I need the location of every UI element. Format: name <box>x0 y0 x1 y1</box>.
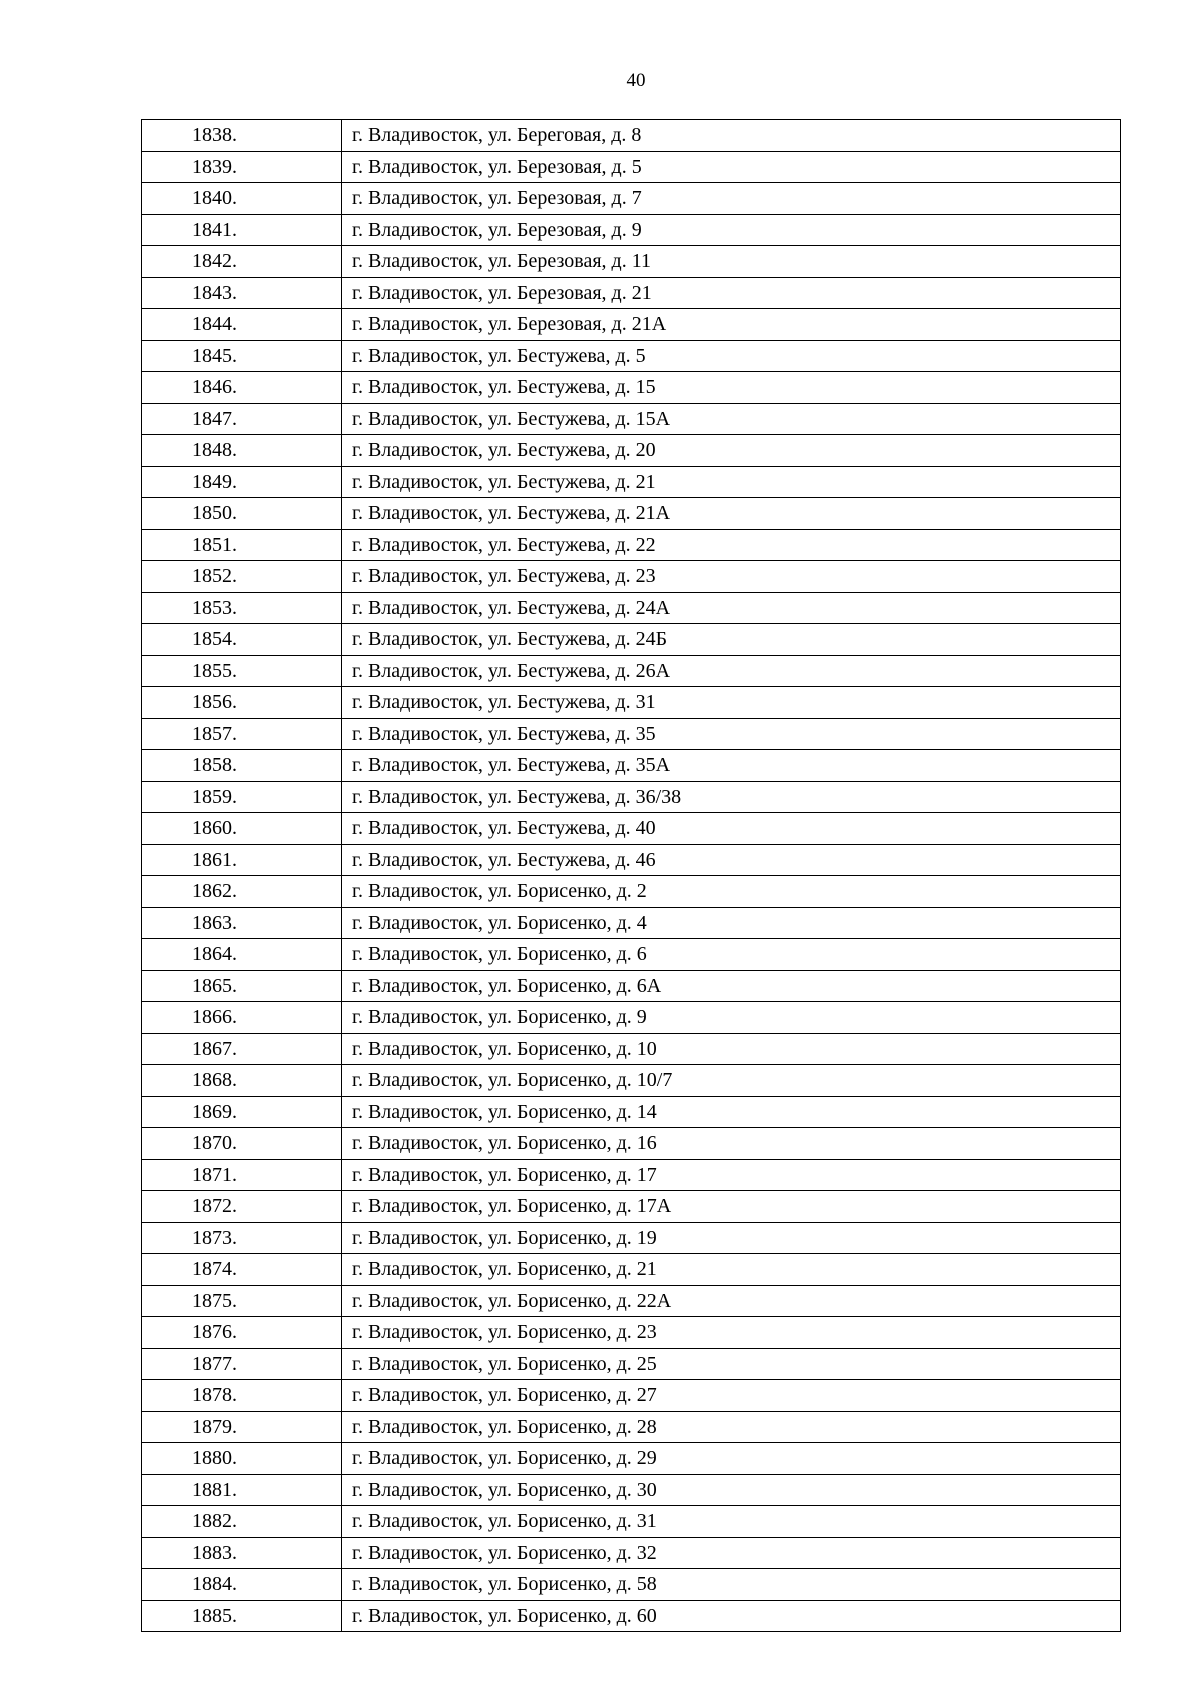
table-row <box>142 655 1121 687</box>
row-number-cell: 1874. <box>142 1254 342 1286</box>
table-row <box>142 1065 1121 1097</box>
row-number-cell: 1850. <box>142 498 342 530</box>
address-cell: г. Владивосток, ул. Бестужева, д. 15А <box>342 403 1121 435</box>
row-number-cell: 1885. <box>142 1600 342 1632</box>
address-cell: г. Владивосток, ул. Борисенко, д. 60 <box>342 1600 1121 1632</box>
address-cell: г. Владивосток, ул. Бестужева, д. 21 <box>342 466 1121 498</box>
row-number-cell: 1844. <box>142 309 342 341</box>
table-row <box>142 750 1121 782</box>
address-cell: г. Владивосток, ул. Борисенко, д. 9 <box>342 1002 1121 1034</box>
address-cell: г. Владивосток, ул. Борисенко, д. 32 <box>342 1537 1121 1569</box>
address-cell: г. Владивосток, ул. Березовая, д. 21 <box>342 277 1121 309</box>
row-number-cell: 1861. <box>142 844 342 876</box>
row-number-cell: 1880. <box>142 1443 342 1475</box>
address-cell: г. Владивосток, ул. Березовая, д. 5 <box>342 151 1121 183</box>
table-row <box>142 340 1121 372</box>
row-number-cell: 1843. <box>142 277 342 309</box>
row-number-cell: 1882. <box>142 1506 342 1538</box>
address-cell: г. Владивосток, ул. Бестужева, д. 35А <box>342 750 1121 782</box>
address-cell: г. Владивосток, ул. Борисенко, д. 28 <box>342 1411 1121 1443</box>
address-cell: г. Владивосток, ул. Борисенко, д. 17 <box>342 1159 1121 1191</box>
address-cell: г. Владивосток, ул. Борисенко, д. 27 <box>342 1380 1121 1412</box>
table-row <box>142 1537 1121 1569</box>
table-row <box>142 277 1121 309</box>
address-cell: г. Владивосток, ул. Борисенко, д. 4 <box>342 907 1121 939</box>
table-row <box>142 844 1121 876</box>
table-row <box>142 1128 1121 1160</box>
address-cell: г. Владивосток, ул. Бестужева, д. 23 <box>342 561 1121 593</box>
address-cell: г. Владивосток, ул. Березовая, д. 7 <box>342 183 1121 215</box>
address-cell: г. Владивосток, ул. Борисенко, д. 25 <box>342 1348 1121 1380</box>
row-number-cell: 1883. <box>142 1537 342 1569</box>
table-row <box>142 687 1121 719</box>
address-cell: г. Владивосток, ул. Борисенко, д. 6 <box>342 939 1121 971</box>
row-number-cell: 1884. <box>142 1569 342 1601</box>
table-row <box>142 1474 1121 1506</box>
address-cell: г. Владивосток, ул. Борисенко, д. 2 <box>342 876 1121 908</box>
row-number-cell: 1875. <box>142 1285 342 1317</box>
address-cell: г. Владивосток, ул. Бестужева, д. 22 <box>342 529 1121 561</box>
row-number-cell: 1869. <box>142 1096 342 1128</box>
table-row <box>142 372 1121 404</box>
address-cell: г. Владивосток, ул. Березовая, д. 11 <box>342 246 1121 278</box>
row-number-cell: 1859. <box>142 781 342 813</box>
table-row <box>142 246 1121 278</box>
address-cell: г. Владивосток, ул. Борисенко, д. 10 <box>342 1033 1121 1065</box>
table-row <box>142 1569 1121 1601</box>
row-number-cell: 1845. <box>142 340 342 372</box>
row-number-cell: 1864. <box>142 939 342 971</box>
address-table-body <box>142 120 1121 1632</box>
address-cell: г. Владивосток, ул. Береговая, д. 8 <box>342 120 1121 152</box>
address-cell: г. Владивосток, ул. Борисенко, д. 6А <box>342 970 1121 1002</box>
address-cell: г. Владивосток, ул. Бестужева, д. 24А <box>342 592 1121 624</box>
row-number-cell: 1839. <box>142 151 342 183</box>
address-cell: г. Владивосток, ул. Борисенко, д. 22А <box>342 1285 1121 1317</box>
table-row <box>142 498 1121 530</box>
address-cell: г. Владивосток, ул. Бестужева, д. 20 <box>342 435 1121 467</box>
row-number-cell: 1852. <box>142 561 342 593</box>
row-number-cell: 1866. <box>142 1002 342 1034</box>
table-row <box>142 970 1121 1002</box>
table-row <box>142 214 1121 246</box>
row-number-cell: 1849. <box>142 466 342 498</box>
address-cell: г. Владивосток, ул. Бестужева, д. 35 <box>342 718 1121 750</box>
address-cell: г. Владивосток, ул. Бестужева, д. 5 <box>342 340 1121 372</box>
row-number-cell: 1879. <box>142 1411 342 1443</box>
address-cell: г. Владивосток, ул. Борисенко, д. 30 <box>342 1474 1121 1506</box>
row-number-cell: 1846. <box>142 372 342 404</box>
row-number-cell: 1870. <box>142 1128 342 1160</box>
address-cell: г. Владивосток, ул. Борисенко, д. 29 <box>342 1443 1121 1475</box>
table-row <box>142 781 1121 813</box>
address-cell: г. Владивосток, ул. Борисенко, д. 16 <box>342 1128 1121 1160</box>
table-row <box>142 403 1121 435</box>
table-row <box>142 1380 1121 1412</box>
address-cell: г. Владивосток, ул. Бестужева, д. 26А <box>342 655 1121 687</box>
table-row <box>142 561 1121 593</box>
table-row <box>142 1254 1121 1286</box>
address-cell: г. Владивосток, ул. Борисенко, д. 58 <box>342 1569 1121 1601</box>
address-cell: г. Владивосток, ул. Борисенко, д. 17А <box>342 1191 1121 1223</box>
address-cell: г. Владивосток, ул. Березовая, д. 21А <box>342 309 1121 341</box>
table-row <box>142 624 1121 656</box>
table-row <box>142 1096 1121 1128</box>
row-number-cell: 1873. <box>142 1222 342 1254</box>
row-number-cell: 1878. <box>142 1380 342 1412</box>
address-cell: г. Владивосток, ул. Бестужева, д. 36/38 <box>342 781 1121 813</box>
address-table <box>141 119 1121 1632</box>
table-row <box>142 529 1121 561</box>
row-number-cell: 1877. <box>142 1348 342 1380</box>
table-row <box>142 1002 1121 1034</box>
page-number: 40 <box>626 70 646 91</box>
row-number-cell: 1876. <box>142 1317 342 1349</box>
address-cell: г. Владивосток, ул. Борисенко, д. 14 <box>342 1096 1121 1128</box>
address-cell: г. Владивосток, ул. Бестужева, д. 46 <box>342 844 1121 876</box>
row-number-cell: 1871. <box>142 1159 342 1191</box>
row-number-cell: 1856. <box>142 687 342 719</box>
row-number-cell: 1848. <box>142 435 342 467</box>
row-number-cell: 1858. <box>142 750 342 782</box>
table-row <box>142 1348 1121 1380</box>
row-number-cell: 1847. <box>142 403 342 435</box>
row-number-cell: 1841. <box>142 214 342 246</box>
address-cell: г. Владивосток, ул. Бестужева, д. 15 <box>342 372 1121 404</box>
table-row <box>142 1033 1121 1065</box>
address-cell: г. Владивосток, ул. Бестужева, д. 24Б <box>342 624 1121 656</box>
table-row <box>142 1443 1121 1475</box>
row-number-cell: 1881. <box>142 1474 342 1506</box>
table-row <box>142 435 1121 467</box>
table-row <box>142 1600 1121 1632</box>
row-number-cell: 1862. <box>142 876 342 908</box>
table-row <box>142 309 1121 341</box>
address-cell: г. Владивосток, ул. Борисенко, д. 31 <box>342 1506 1121 1538</box>
table-row <box>142 876 1121 908</box>
row-number-cell: 1860. <box>142 813 342 845</box>
row-number-cell: 1863. <box>142 907 342 939</box>
address-cell: г. Владивосток, ул. Борисенко, д. 10/7 <box>342 1065 1121 1097</box>
address-cell: г. Владивосток, ул. Бестужева, д. 31 <box>342 687 1121 719</box>
table-row <box>142 1317 1121 1349</box>
address-cell: г. Владивосток, ул. Бестужева, д. 40 <box>342 813 1121 845</box>
address-cell: г. Владивосток, ул. Бестужева, д. 21А <box>342 498 1121 530</box>
row-number-cell: 1838. <box>142 120 342 152</box>
table-row <box>142 120 1121 152</box>
row-number-cell: 1840. <box>142 183 342 215</box>
table-row <box>142 907 1121 939</box>
table-row <box>142 466 1121 498</box>
address-cell: г. Владивосток, ул. Борисенко, д. 23 <box>342 1317 1121 1349</box>
row-number-cell: 1853. <box>142 592 342 624</box>
row-number-cell: 1857. <box>142 718 342 750</box>
table-row <box>142 1285 1121 1317</box>
row-number-cell: 1867. <box>142 1033 342 1065</box>
address-cell: г. Владивосток, ул. Борисенко, д. 19 <box>342 1222 1121 1254</box>
row-number-cell: 1854. <box>142 624 342 656</box>
row-number-cell: 1842. <box>142 246 342 278</box>
table-row <box>142 1159 1121 1191</box>
row-number-cell: 1872. <box>142 1191 342 1223</box>
row-number-cell: 1865. <box>142 970 342 1002</box>
table-row <box>142 183 1121 215</box>
table-row <box>142 1411 1121 1443</box>
row-number-cell: 1851. <box>142 529 342 561</box>
table-row <box>142 151 1121 183</box>
table-row <box>142 718 1121 750</box>
table-row <box>142 592 1121 624</box>
row-number-cell: 1868. <box>142 1065 342 1097</box>
table-row <box>142 1506 1121 1538</box>
table-row <box>142 1191 1121 1223</box>
address-cell: г. Владивосток, ул. Березовая, д. 9 <box>342 214 1121 246</box>
table-row <box>142 813 1121 845</box>
row-number-cell: 1855. <box>142 655 342 687</box>
table-row <box>142 939 1121 971</box>
address-cell: г. Владивосток, ул. Борисенко, д. 21 <box>342 1254 1121 1286</box>
table-row <box>142 1222 1121 1254</box>
